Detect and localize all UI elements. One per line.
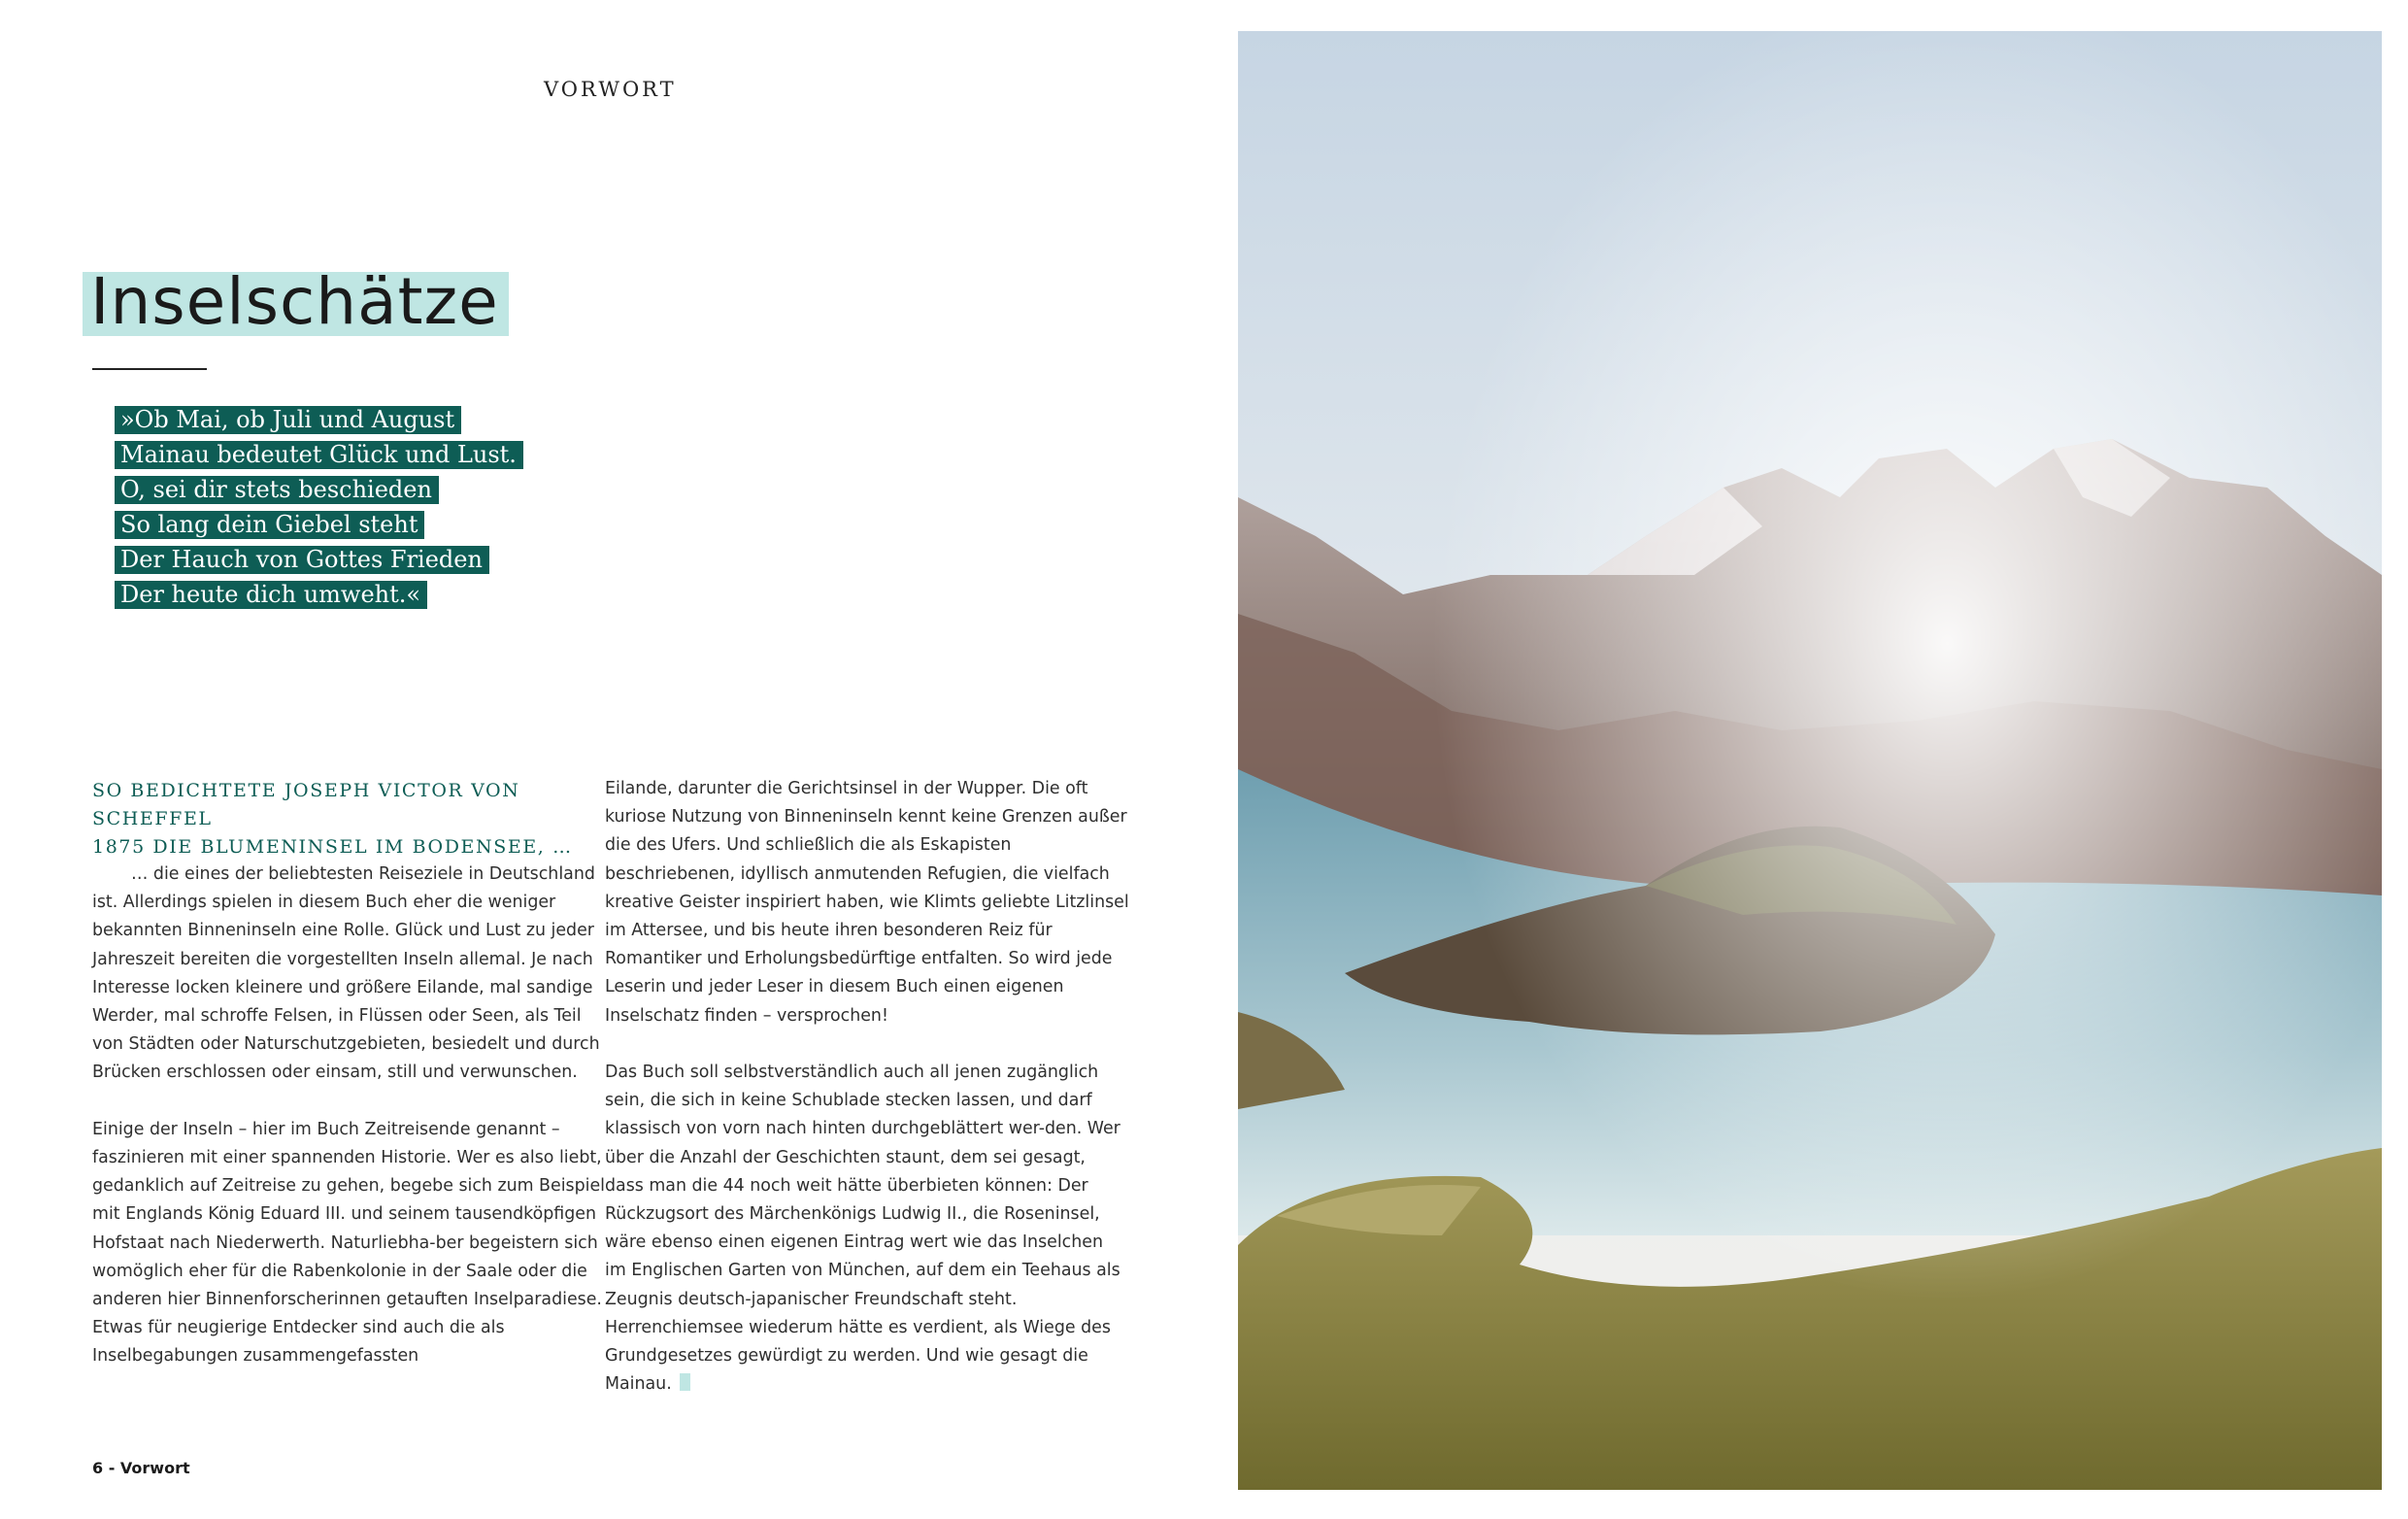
lead-line: 1875 DIE BLUMENINSEL IM BODENSEE, … [92, 836, 573, 858]
body-column-left [92, 861, 617, 1400]
running-head: VORWORT [544, 78, 677, 101]
page-folio: 6 - Vorwort [92, 1459, 190, 1477]
chapter-title: Inselschätze [83, 272, 509, 336]
paragraph [605, 1059, 1129, 1399]
title-block [83, 264, 509, 339]
paragraph-text: … die eines der beliebtesten Reiseziele in Deutschland ist. Allerdings spielen in diesem Buch eher die weniger bekannten Binneninseln eine Rolle. Glück und Lust zu jeder Jahreszeit bereiten die vorgestellten Inseln allemal. Je nach Interesse locken kleinere und größere Eilande, mal sandige Werder, mal schroffe Felsen, in Flüssen oder Seen, als Teil von Städten oder Naturschutzgebieten, besiedelt und durch Brücken erschlossen oder einsam, still und verwunschen. [92, 864, 600, 1083]
lead-line: SO BEDICHTETE JOSEPH VICTOR VON SCHEFFEL [92, 780, 520, 829]
poem-line: O, sei dir stets beschieden [115, 476, 439, 504]
title-rule [92, 368, 207, 370]
poem-line: »Ob Mai, ob Juli und August [115, 406, 461, 434]
poem-quote [115, 406, 523, 616]
mountain-lake-island-photo [1238, 31, 2382, 1490]
paragraph: Eilande, darunter die Gerichtsinsel in der Wupper. Die oft kuriose Nutzung von Binneninseln kennt keine Grenzen außer die des Ufers. Und schließlich die als Eskapisten beschriebenen, idyllisch anmutenden Refugien, die vielfach kreative Geister inspiriert haben, wie Klimts geliebte Litzlinsel im Attersee, und bis heute ihren besonderen Reiz für Romantiker und Erholungsbedürftige entfalten. So wird jede Leserin und jeder Leser in diesem Buch einen eigenen Inselschatz finden – versprochen! [605, 779, 1129, 1026]
paragraph: Einige der Inseln – hier im Buch Zeitreisende genannt – faszinieren mit einer spannenden Historie. Wer es also liebt, gedanklich auf Zeitreise zu gehen, begebe sich zum Beispiel mit Englands König Eduard III. und seinem tausendköpfigen Hofstaat nach Niederwerth. Naturliebha-ber begeistern sich womöglich eher für die Rabenkolonie in der Saale oder die anderen hier Binnenforscherinnen getauften Inselparadiese. Etwas für neugierige Entdecker sind auch die als Inselbegabungen zusammengefassten [92, 1119, 605, 1367]
poem-line: Mainau bedeutet Glück und Lust. [115, 441, 523, 469]
paragraph [92, 861, 617, 1088]
poem-line: Der Hauch von Gottes Frieden [115, 546, 489, 574]
poem-line: Der heute dich umweht.« [115, 581, 427, 609]
paragraph-text: Das Buch soll selbstverständlich auch all jenen zugänglich sein, die sich in keine Schublade stecken lassen, und darf klassisch von vorn nach hinten durchgeblättert wer-den. Wer über die Anzahl der Geschichten staunt, dem sei gesagt, dass man die 44 noch weit hätte überbieten können: Der Rückzugsort des Märchenkönigs Ludwig II., die Roseninsel, wäre ebenso einen eigenen Eintrag wert wie das Inselchen im Englischen Garten von München, auf dem ein Teehaus als Zeugnis deutsch-japanischer Freundschaft steht. Herrenchiemsee wiederum hätte es verdient, als Wiege des Grundgesetzes gewürdigt zu werden. Und wie gesagt die Mainau. [605, 1063, 1120, 1395]
body-column-right [605, 775, 1129, 1428]
end-mark-icon [680, 1373, 690, 1391]
poem-line: So lang dein Giebel steht [115, 511, 424, 539]
lead-in [92, 777, 597, 861]
